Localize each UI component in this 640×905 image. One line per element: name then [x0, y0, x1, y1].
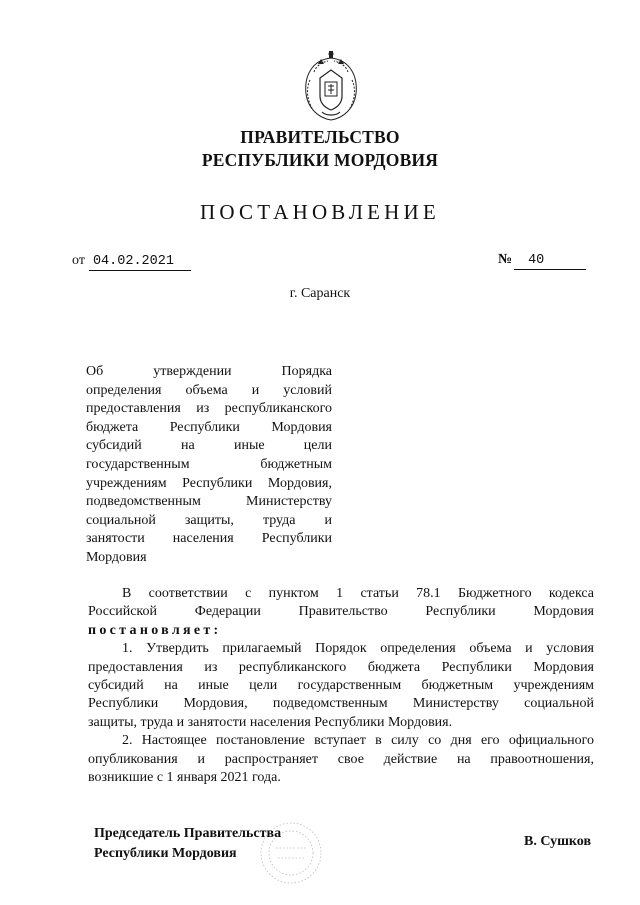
number-field — [498, 252, 586, 270]
document-type-title: ПОСТАНОВЛЕНИЕ — [200, 200, 440, 224]
city-line: г. Саранск — [289, 286, 351, 301]
body-line: Республики Мордовия, подведомственным Министерству социальной — [88, 696, 594, 712]
document-body — [88, 585, 594, 787]
signatory-position-line2: Республики Мордовия — [94, 846, 237, 861]
government-title-line1: ПРАВИТЕЛЬСТВО — [240, 127, 400, 147]
subject-line: определения объема и условий — [86, 382, 332, 398]
subject-line: бюджета Республики Мордовия — [86, 419, 332, 435]
subject-line: предоставления из республиканского — [86, 401, 332, 417]
body-line: предоставления из республиканского бюджета Республики Мордовия — [88, 659, 594, 675]
document-subject — [86, 363, 332, 568]
body-line: 2. Настоящее постановление вступает в силу со дня его официального — [122, 733, 594, 749]
body-line: 1. Утвердить прилагаемый Порядок определения объема и условия — [122, 641, 594, 657]
subject-line: социальной защиты, труда и — [86, 512, 332, 528]
signatory-position-line1: Председатель Правительства — [94, 826, 282, 841]
decree-word: постановляет: — [88, 622, 222, 638]
body-line: субсидий на иные цели государственным бюджетным учреждениям — [88, 678, 594, 694]
subject-line: занятости населения Республики — [86, 531, 332, 547]
subject-line: государственным бюджетным — [86, 456, 332, 472]
subject-line: субсидий на иные цели — [86, 438, 332, 454]
body-line: возникшие с 1 января 2021 года. — [88, 770, 281, 786]
coat-of-arms-icon — [298, 50, 364, 124]
number-value: 40 — [514, 253, 586, 270]
date-field — [72, 253, 191, 271]
subject-line: учреждениям Республики Мордовия, — [86, 475, 332, 491]
body-line: опубликования и распространяет свое действие на правоотношения, — [88, 751, 594, 767]
body-line: защиты, труда и занятости населения Республики Мордовия. — [88, 714, 453, 730]
date-value: 04.02.2021 — [89, 254, 191, 271]
signatory-position — [94, 824, 281, 864]
body-line: Российской Федерации Правительство Республики Мордовия — [88, 604, 594, 620]
date-prefix: от — [72, 253, 85, 268]
government-title-line2: РЕСПУБЛИКИ МОРДОВИЯ — [201, 150, 439, 170]
subject-line: подведомственным Министерству — [86, 494, 332, 510]
body-line: В соответствии с пунктом 1 статьи 78.1 Бюджетного кодекса — [122, 586, 594, 601]
subject-line: Мордовия — [86, 549, 147, 565]
subject-line: Об утверждении Порядка — [86, 364, 332, 379]
number-prefix: № — [498, 252, 513, 267]
signatory-name: В. Сушков — [524, 834, 592, 849]
